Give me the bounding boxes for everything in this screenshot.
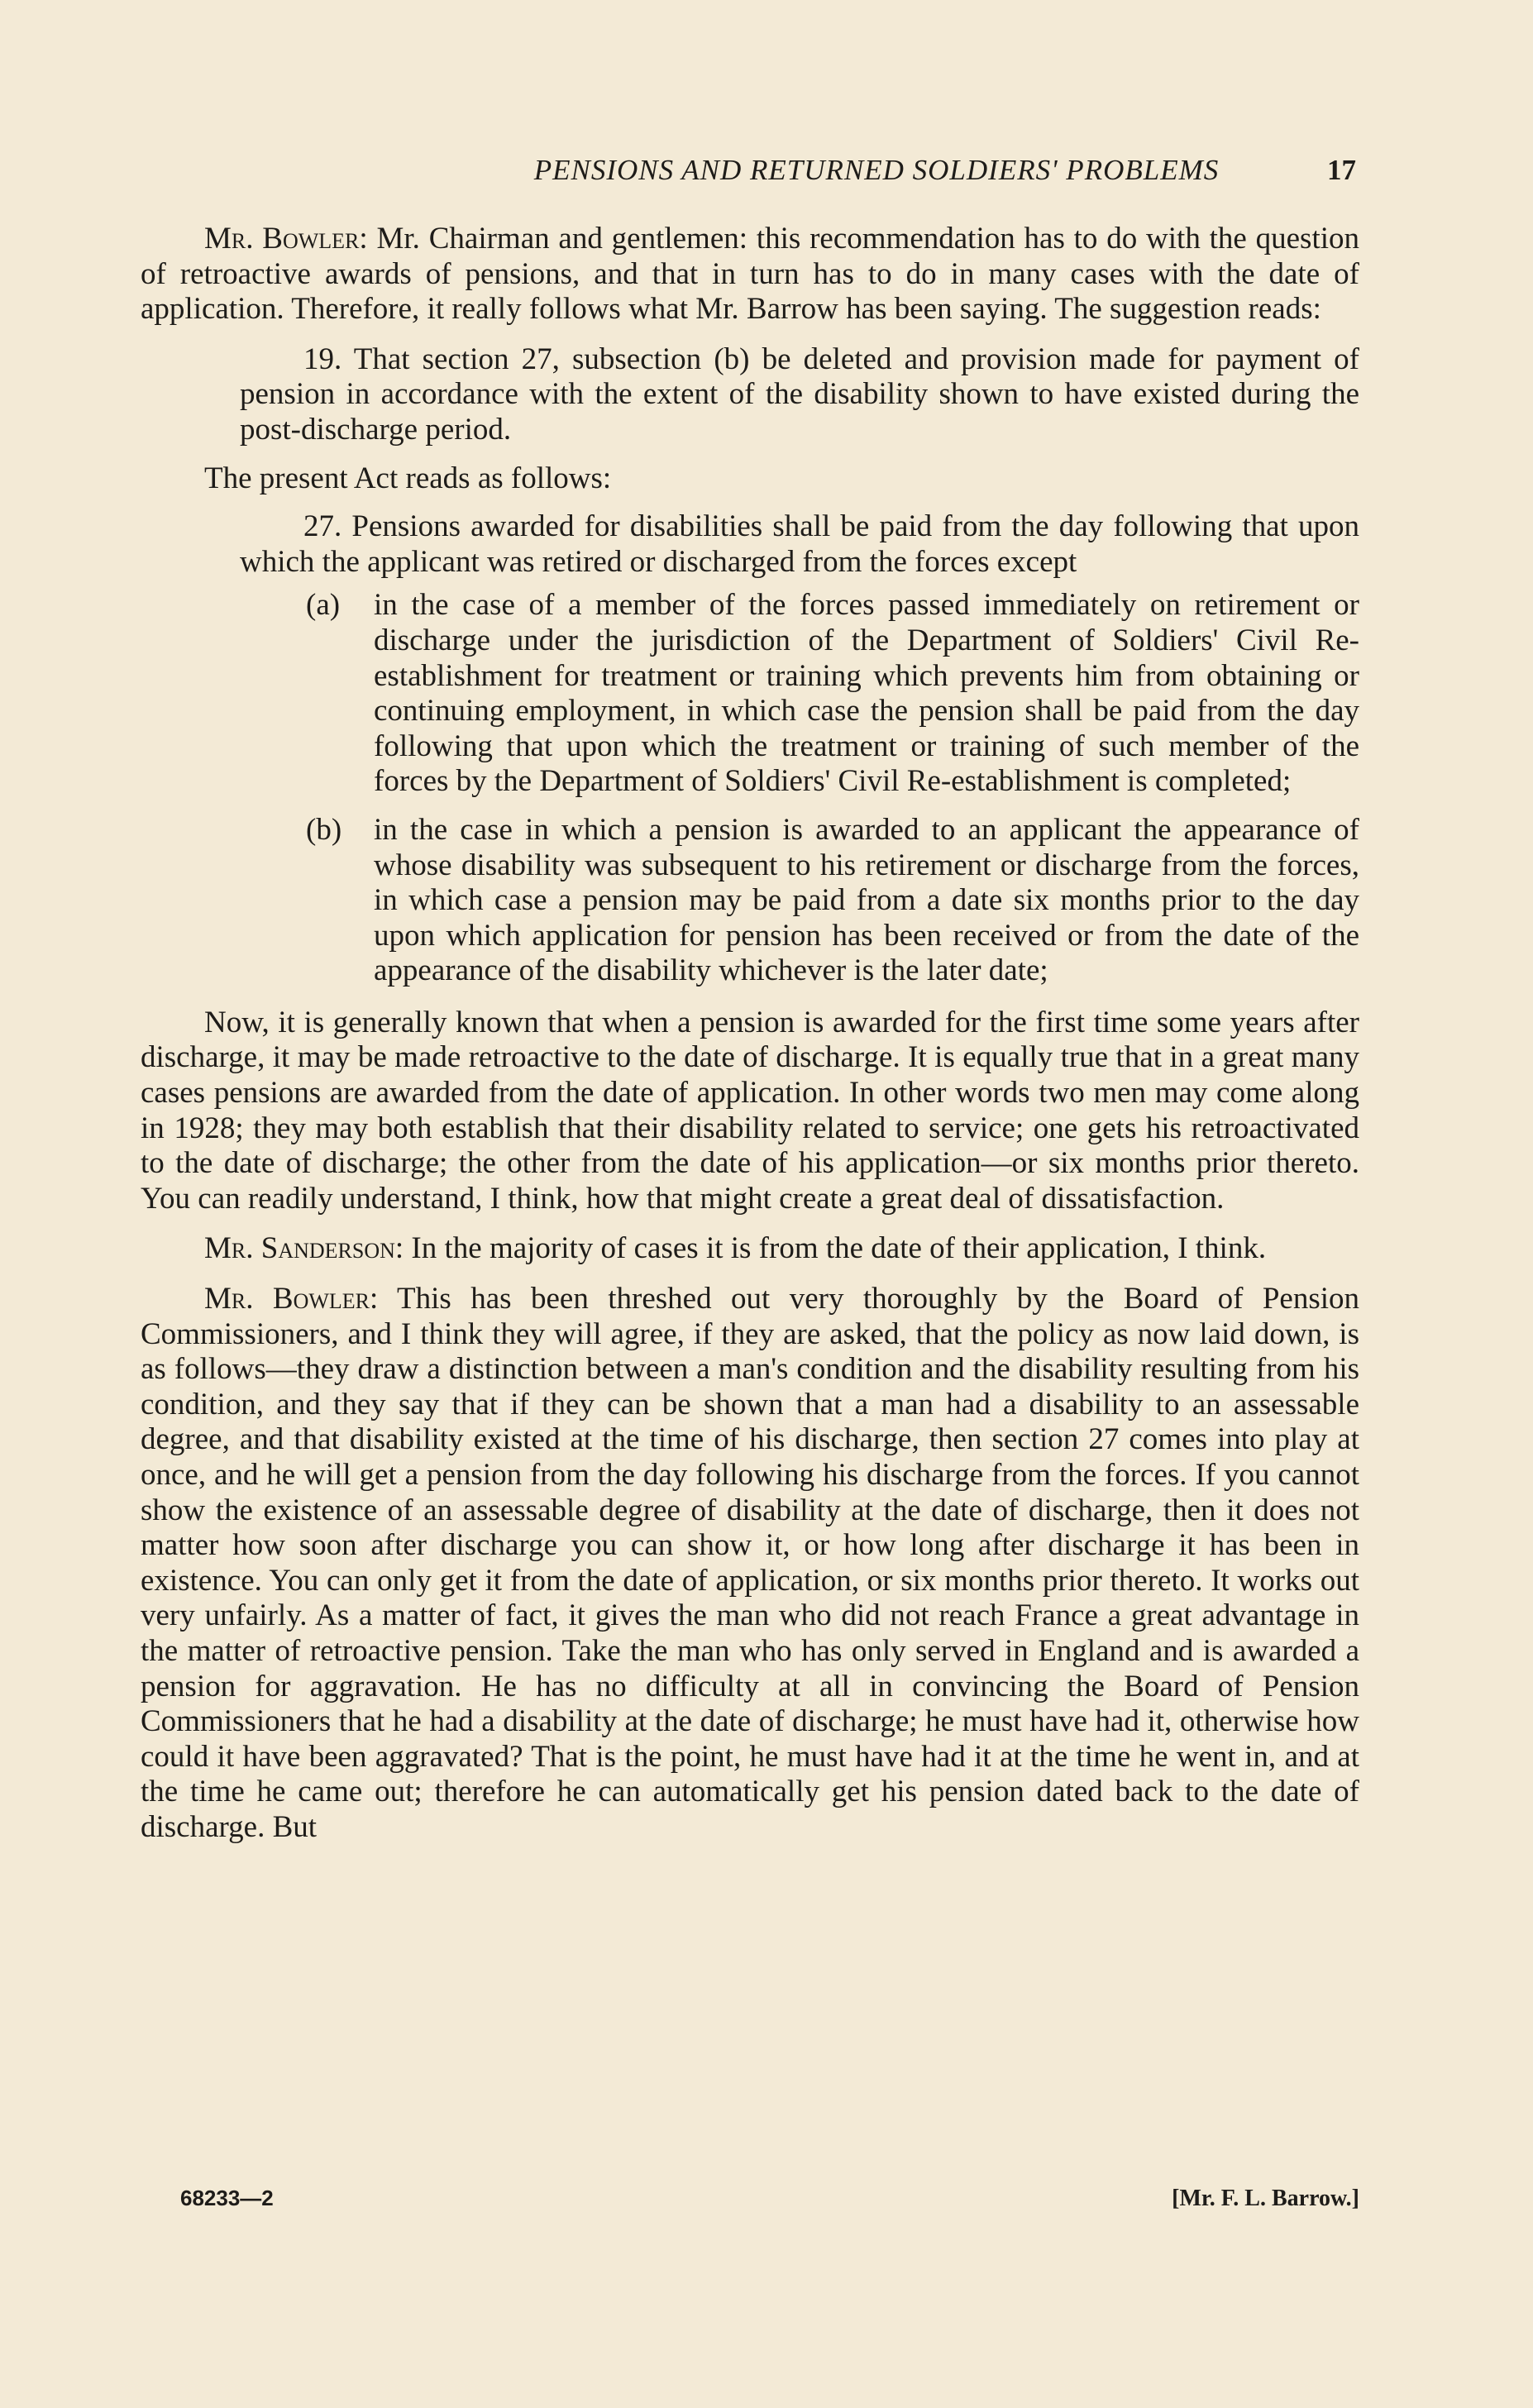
subsection-b-label: (b) [306, 812, 342, 847]
paragraph-text: This has been threshed out very thoroughly by the Board of Pension Commissioners, and I think they will agree, if they are asked, that the policy as now laid down, is as follows—they draw a distinction between a man's condition and the disability resulting from his condition, and they say that if they can be shown that a man had a disability to an assessable degree, and that disability existed at the time of his discharge, then section 27 comes into play at once, and he will get a pension from the day following his discharge from the forces. If you cannot show the existence of an assessable degree of disability at the date of discharge, then it does not matter how soon after discharge you can show it, or how long after discharge it has been in existence. You can only get it from the date of application, or six months prior thereto. It works out very unfairly. As a matter of fact, it gives the man who did not reach France a great advantage in the matter of retroactive pension. Take the man who has only served in England and is awarded a pension for aggravation. He has no difficulty at all in convincing the Board of Pension Commissioners that he had a disability at the date of discharge; he must have had it, otherwise how could it have been aggravated? That is the point, he must have had it at the time he went in, and at the time he came out; therefore he can automatically get his pension dated back to the date of discharge. But [141, 1282, 1359, 1844]
paragraph-text: Mr. Chairman and gentlemen: this recommendation has to do with the question of retroactive awards of pensions, and that in turn has to do in many cases with the date of application. Therefore, it really follows what Mr. Barrow has been saying. The suggestion reads: [141, 222, 1360, 327]
speaker-note: [Mr. F. L. Barrow.] [1172, 2186, 1359, 2211]
paragraph-present-act: The present Act reads as follows: [204, 461, 612, 495]
paragraph-retroactive: Now, it is generally known that when a pension is awarded for the first time some years after discharge, it may be made retroactive to the date of discharge. It is equally true that in a great many cases pensions are awarded from the date of application. In other words two men may come along in 1928; they may both establish that their disability related to service; one gets his retroactivated to the date of discharge; the other from the date of his application—or six months prior thereto. You can readily understand, I think, how that might create a great deal of dissatisfaction. [141, 1005, 1359, 1216]
running-head: PENSIONS AND RETURNED SOLDIERS' PROBLEMS [533, 154, 1220, 186]
body-text [141, 222, 1359, 1861]
speaker-name: Mr. Bowler: [204, 222, 368, 256]
subsection-a-text: in the case of a member of the forces passed immediately on retirement or discharge under the jurisdiction of the Department of Soldiers' Civil Re-establishment for treatment or training which prevents him from obtaining or continuing employment, in which case the pension shall be paid from the day following that upon which the treatment or training of such member of the forces by the Department of Soldiers' Civil Re-establishment is completed; [374, 588, 1359, 799]
subsection-a-label: (a) [306, 588, 341, 623]
subsection-b-text: in the case in which a pension is awarded to an applicant the appearance of whose disability was subsequent to his retirement or discharge from the forces, in which case a pension may be paid from a date six months prior to the day upon which application for pension has been received or from the date of the appearance of the disability whichever is the later date; [374, 812, 1359, 988]
page-number: 17 [1327, 154, 1356, 186]
print-code: 68233—2 [180, 2186, 274, 2210]
quoted-recommendation-19: 19. That section 27, subsection (b) be deleted and provision made for payment of pension in accordance with the extent of the disability shown to have existed during the post-discharge period. [240, 342, 1359, 447]
quoted-section-27: 27. Pensions awarded for disabilities shall be paid from the day following that upon which the applicant was retired or discharged from the forces except [240, 509, 1359, 579]
speaker-name: Mr. Sanderson: [204, 1231, 404, 1266]
paragraph-bowler-intro [141, 222, 1359, 327]
subsection-b [306, 812, 1359, 989]
speaker-name: Mr. Bowler: [204, 1282, 379, 1316]
subsection-a [306, 588, 1359, 800]
paragraph-sanderson [141, 1231, 1359, 1267]
paragraph-bowler-board [141, 1282, 1359, 1846]
paragraph-text: In the majority of cases it is from the date of their application, I think. [404, 1231, 1267, 1266]
